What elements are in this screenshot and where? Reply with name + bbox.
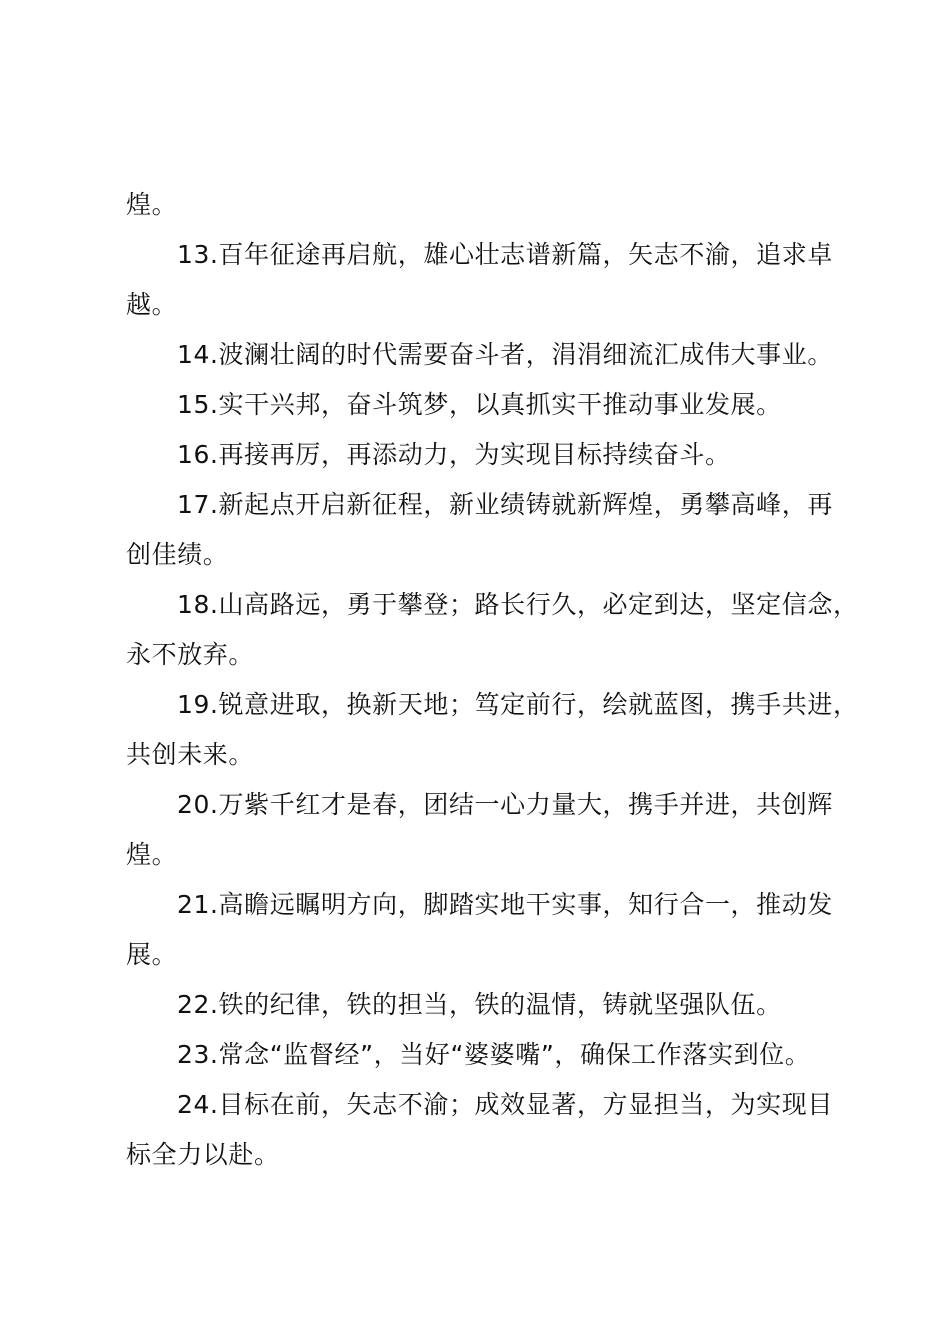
text-line: 20.万紫千红才是春，团结一心力量大，携手并进，共创辉 [177, 790, 833, 819]
text-line: 13.百年征途再启航，雄心壮志谱新篇，矢志不渝，追求卓 [177, 240, 833, 269]
text-line: 共创未来。 [126, 740, 255, 769]
text-line: 越。 [126, 290, 178, 319]
text-line: 21.高瞻远瞩明方向，脚踏实地干实事，知行合一，推动发 [177, 890, 833, 919]
text-line: 24.目标在前，矢志不渝；成效显著，方显担当，为实现目 [177, 1090, 833, 1119]
text-line: 创佳绩。 [126, 540, 229, 569]
document-body [126, 180, 861, 1180]
text-line: 标全力以赴。 [126, 1140, 280, 1169]
text-line: 22.铁的纪律，铁的担当，铁的温情，铸就坚强队伍。 [177, 990, 782, 1019]
text-line: 展。 [126, 940, 178, 969]
text-line: 17.新起点开启新征程，新业绩铸就新辉煌，勇攀高峰，再 [177, 490, 833, 519]
text-line: 14.波澜壮阔的时代需要奋斗者，涓涓细流汇成伟大事业。 [177, 340, 833, 369]
text-line: 煌。 [126, 190, 178, 219]
text-line: 煌。 [126, 840, 178, 869]
text-line: 15.实干兴邦，奋斗筑梦，以真抓实干推动事业发展。 [177, 390, 782, 419]
text-line: 19.锐意进取，换新天地；笃定前行，绘就蓝图，携手共进， [177, 690, 859, 719]
text-line: 18.山高路远，勇于攀登；路长行久，必定到达，坚定信念， [177, 590, 859, 619]
text-line: 16.再接再厉，再添动力，为实现目标持续奋斗。 [177, 440, 731, 469]
text-line: 永不放弃。 [126, 640, 255, 669]
text-line: 23.常念“监督经”，当好“婆婆嘴”，确保工作落实到位。 [177, 1040, 811, 1069]
